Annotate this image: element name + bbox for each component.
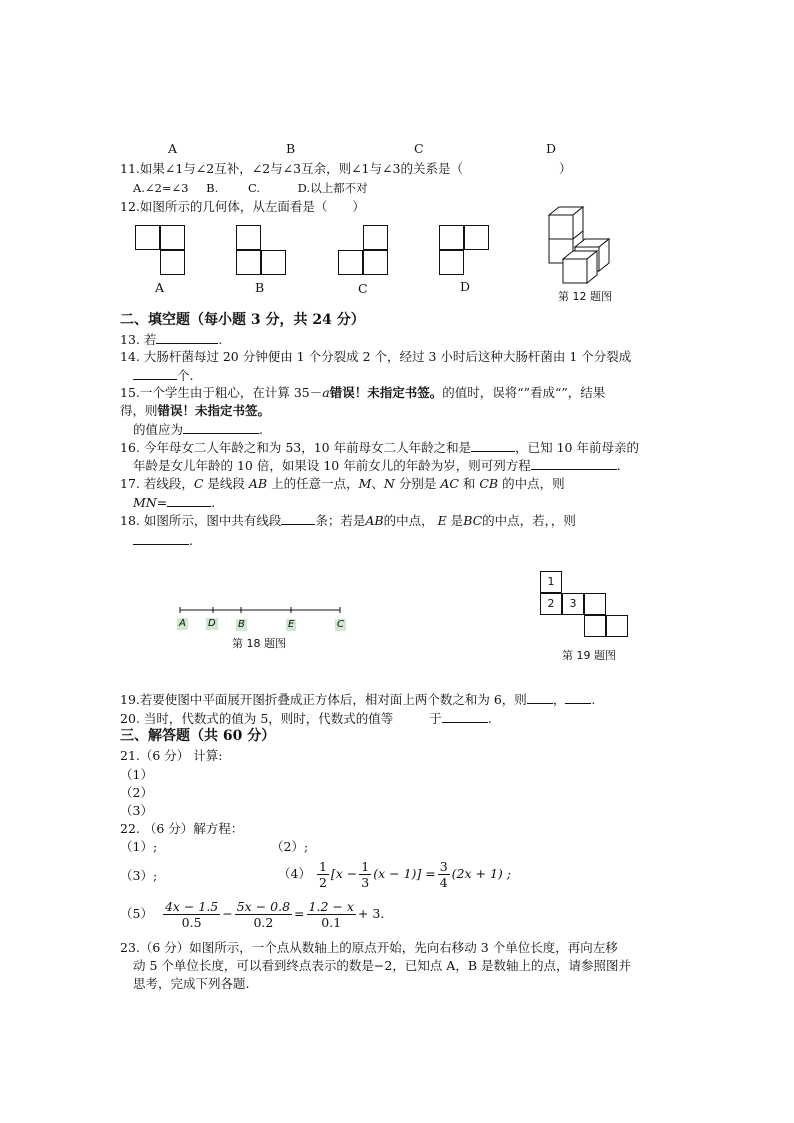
q14-line1: 14. 大肠杆菌每过 20 分钟便由 1 个分裂成 2 个，经过 3 小时后这种大肠杆菌由 1 个分裂成	[120, 349, 632, 364]
q22-stem: 22. （6 分）解方程：	[120, 821, 244, 836]
q20-answer-blank	[442, 710, 488, 723]
q22-item-5: （5） $\frac{4x - 1.5}{0.5}$ − $\frac{5x - 0.8}{0.2}$ = $\frac{1.2 - x}{0.1}$ + 3.	[120, 899, 385, 930]
q20-text: 20. 当时，代数式的值为 5，则时，代数式的值等 于 .	[120, 711, 492, 726]
q18-segment-figure	[178, 604, 344, 616]
q23-line3: 思考，完成下列各题.	[133, 976, 250, 991]
q15-answer-blank	[183, 421, 259, 434]
q16-line2: 年龄是女儿年龄的 10 倍，如果设 10 年前女儿的年龄为岁，则可列方程 .	[133, 458, 621, 473]
q14-line2: 个.	[133, 367, 193, 384]
q11-stem: 11.如果∠1与∠2互补，∠2与∠3互余，则∠1与∠3的关系是（ ）	[120, 161, 572, 176]
q12-solid-figure	[545, 203, 617, 289]
q15-line1: 15.一个学生由于粗心，在计算 35－a错误！未指定书签。的值时，误将“”看成“”，结果	[120, 385, 606, 400]
q16-answer-blank-1	[471, 439, 515, 452]
q13-answer-blank	[156, 331, 218, 344]
q21-item-1: （1）	[120, 767, 153, 782]
q21-item-2: （2）	[120, 785, 153, 800]
q14-answer-blank	[133, 367, 177, 380]
q18-point-a: A	[179, 618, 186, 629]
q12-stem: 12.如图所示的几何体，从左面看是（ ）	[120, 199, 365, 214]
q19-cell-blank-3	[606, 615, 628, 637]
q12-label-c: C	[358, 281, 368, 296]
q19-answer-blank-1	[527, 691, 553, 704]
q18-point-b: B	[238, 619, 245, 630]
q15-line2: 得，则错误！未指定书签。	[120, 403, 271, 418]
q18-answer-blank-2	[133, 532, 189, 545]
q21-item-3: （3）	[120, 803, 153, 818]
q12-label-a: A	[155, 280, 165, 295]
q12-label-d: D	[460, 279, 471, 294]
q19-text: 19.若要使图中平面展开图折叠成正方体后，相对面上两个数之和为 6，则 ， .	[120, 692, 596, 707]
section2-title: 二、填空题（每小题 3 分，共 24 分）	[120, 312, 365, 328]
q22-item-4: （4） $\frac{1}{2}$ [x − $\frac{1}{3}$ (x − 1)] = $\frac{3}{4}$ (2x + 1) ;	[278, 859, 511, 890]
q19-cell-3: 3	[562, 593, 584, 615]
q10-option-a: A	[168, 141, 178, 156]
q18-line1: 18. 如图所示，图中共有线段 条；若是AB的中点， E 是BC的中点，若，，则	[120, 513, 576, 528]
q18-point-d: D	[208, 618, 216, 629]
section3-title: 三、解答题（共 60 分）	[120, 728, 276, 744]
q19-figure-caption: 第 19 题图	[562, 649, 616, 662]
q15-line3: 的值应为 .	[133, 422, 263, 437]
q10-option-d: D	[546, 141, 557, 156]
q17-answer-blank	[167, 494, 211, 507]
q23-line2: 动 5 个单位长度，可以看到终点表示的数是−2，已知点 A，B 是数轴上的点，请参照图并	[133, 958, 631, 973]
q22-item-3: （3）;	[120, 868, 158, 883]
q21-stem: 21.（6 分） 计算:	[120, 748, 223, 763]
q19-cell-2: 2	[540, 593, 562, 615]
q12-figure-caption: 第 12 题图	[558, 290, 612, 303]
q18-line2: .	[133, 532, 193, 549]
q22-item-1: （1）;	[120, 839, 158, 854]
q23-line1: 23.（6 分）如图所示，一个点从数轴上的原点开始，先向右移动 3 个单位长度，再向左移	[120, 940, 618, 955]
q13: 13. 若 .	[120, 332, 223, 347]
q10-option-c: C	[414, 141, 424, 156]
q18-answer-blank-1	[281, 512, 315, 525]
q10-option-b: B	[286, 141, 296, 156]
q17-line1: 17. 若线段，C 是线段 AB 上的任意一点，M、N 分别是 AC 和 CB 的中点，则	[120, 476, 565, 491]
q17-line2: MN= .	[133, 495, 216, 510]
q22-item-2: （2）;	[271, 839, 309, 854]
q18-figure-caption: 第 18 题图	[232, 637, 286, 650]
q19-cell-blank-1	[584, 593, 606, 615]
q19-cell-blank-2	[584, 615, 606, 637]
q19-cell-1: 1	[540, 571, 562, 593]
q16-answer-blank-2	[531, 457, 617, 470]
q19-answer-blank-2	[565, 691, 591, 704]
q18-point-c: C	[337, 619, 344, 630]
q12-label-b: B	[255, 280, 265, 295]
q11-options: A.∠2=∠3 B. C. D.以上都不对	[133, 181, 368, 195]
q18-point-e: E	[288, 619, 295, 630]
q16-line1: 16. 今年母女二人年龄之和为 53，10 年前母女二人年龄之和是 ，已知 10 年前母亲的	[120, 440, 639, 455]
